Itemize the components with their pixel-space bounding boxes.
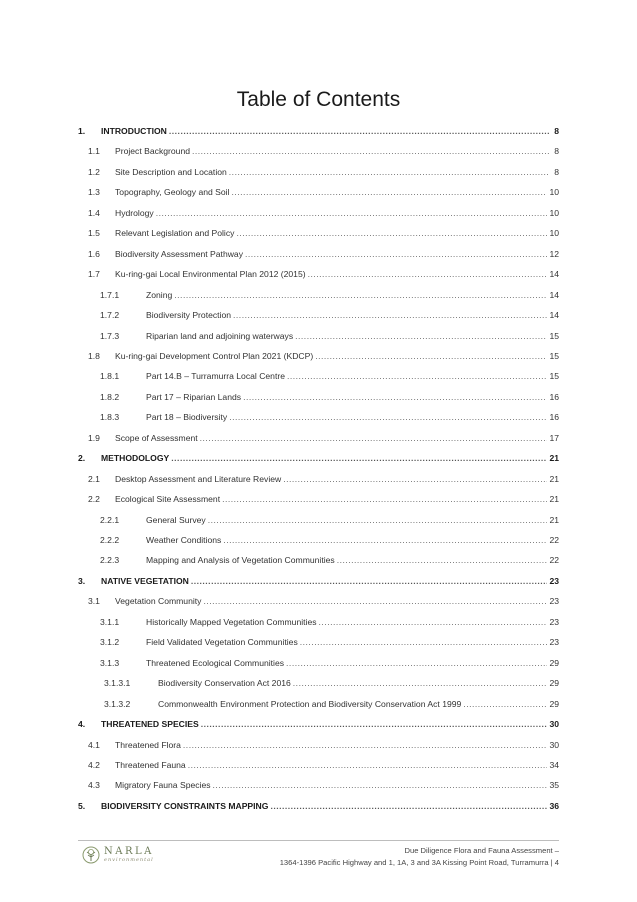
toc-entry[interactable] [78, 699, 559, 713]
footer-text [280, 845, 559, 869]
toc-entry-label: Ecological Site Assessment [115, 494, 221, 505]
toc-entry-number: 1.8.2 [100, 391, 120, 402]
toc-entry-number: 2.2.2 [100, 535, 120, 545]
toc-entry-label: Field Validated Vegetation Communities [146, 637, 298, 648]
toc-entry-number: 1.7.3 [100, 330, 120, 341]
toc-entry[interactable] [78, 780, 559, 794]
toc-entry-label: Relevant Legislation and Policy [115, 228, 235, 239]
toc-entry-label: Mapping and Analysis of Vegetation Communities [146, 555, 335, 566]
toc-entry-number: 4.1 [88, 739, 100, 750]
toc-entry-page: 23 [549, 596, 559, 607]
toc-entry-label: Topography, Geology and Soil [115, 187, 230, 198]
toc-entry-number: 1.3 [88, 187, 100, 198]
toc-entry-page: 10 [549, 228, 559, 239]
toc-entry-label: Hydrology [115, 207, 154, 218]
toc-entry-page: 29 [549, 678, 559, 689]
toc-entry-page: 23 [549, 637, 559, 648]
toc-entry-label: General Survey [146, 514, 206, 525]
toc-entry-label: Site Description and Location [115, 166, 227, 177]
toc-entry[interactable] [78, 208, 559, 222]
toc-dot-leader [156, 208, 548, 218]
toc-dot-leader [192, 146, 549, 156]
toc-entry-number: 4. [78, 719, 86, 730]
toc-entry-page: 14 [549, 310, 559, 321]
footer-line-1: Due Diligence Flora and Fauna Assessment – [404, 846, 559, 855]
footer-line-2: 1364-1396 Pacific Highway and 1, 1A, 3 and 3A Kissing Point Road, Turramurra | 4 [279, 858, 559, 867]
toc-entry-page: 29 [549, 698, 559, 709]
toc-entry-label: Project Background [115, 146, 190, 157]
toc-entry-number: 1.7 [88, 269, 100, 280]
toc-entry[interactable] [78, 719, 559, 733]
footer-divider [78, 840, 559, 841]
toc-entry-label: Zoning [146, 289, 173, 300]
toc-dot-leader [243, 392, 547, 402]
toc-entry-number: 2. [78, 453, 86, 464]
logo-name: NARLA [104, 846, 154, 857]
toc-dot-leader [337, 555, 548, 565]
toc-dot-leader [174, 290, 547, 300]
toc-entry-page: 15 [549, 330, 559, 341]
toc-dot-leader [245, 249, 547, 259]
toc-entry-page: 30 [549, 739, 559, 750]
toc-entry-number: 1.9 [88, 432, 100, 443]
toc-entry-label: Part 17 – Riparian Lands [146, 391, 242, 402]
toc-entry-number: 5. [78, 800, 86, 811]
toc-entry[interactable] [78, 453, 559, 467]
toc-entry[interactable] [78, 596, 559, 610]
toc-entry[interactable] [78, 474, 559, 488]
toc-entry[interactable] [78, 617, 559, 631]
toc-entry-number: 4.2 [88, 759, 100, 770]
toc-entry-number: 3.1.3.2 [104, 698, 131, 709]
toc-entry[interactable] [78, 290, 559, 304]
toc-entry-page: 16 [549, 412, 559, 423]
toc-entry-label: Ku-ring-gai Local Environmental Plan 2012 (2015) [115, 269, 306, 280]
toc-entry-page: 12 [549, 248, 559, 259]
toc-entry-page: 8 [554, 126, 559, 136]
toc-entry-number: 3.1.1 [100, 616, 120, 627]
toc-entry[interactable] [78, 146, 559, 160]
narla-logo [82, 846, 154, 864]
toc-entry[interactable] [78, 126, 559, 140]
toc-dot-leader [300, 637, 548, 647]
toc-entry-page: 23 [549, 616, 559, 627]
toc-entry-page: 14 [549, 269, 559, 280]
toc-entry-label: Threatened Flora [115, 739, 181, 750]
toc-entry-number: 1.8.1 [100, 371, 120, 382]
toc-entry-page: 36 [549, 800, 559, 811]
toc-entry-label: Threatened Fauna [115, 759, 186, 770]
toc-entry-number: 1.6 [88, 248, 100, 259]
toc-entry[interactable] [78, 760, 559, 774]
toc-entry-label: Desktop Assessment and Literature Review [115, 473, 282, 484]
toc-entry[interactable] [78, 433, 559, 447]
toc-dot-leader [188, 760, 548, 770]
toc-entry-number: 3.1.2 [100, 637, 120, 648]
toc-entry[interactable] [78, 555, 559, 569]
toc-entry-page: 23 [549, 575, 559, 586]
toc-entry-page: 15 [549, 350, 559, 361]
toc-entry-number: 1.7.2 [100, 310, 120, 321]
toc-entry[interactable] [78, 331, 559, 345]
toc-dot-leader [232, 187, 548, 197]
toc-dot-leader [236, 228, 547, 238]
toc-entry[interactable] [78, 392, 559, 406]
toc-entry[interactable] [78, 637, 559, 651]
toc-dot-leader [183, 740, 548, 750]
toc-entry-label: Migratory Fauna Species [115, 780, 211, 791]
toc-entry-page: 14 [549, 289, 559, 300]
toc-dot-leader [171, 453, 547, 463]
toc-entry-page: 22 [549, 555, 559, 566]
toc-entry[interactable] [78, 351, 559, 365]
toc-entry-page: 21 [549, 453, 559, 464]
toc-entry-label: Biodiversity Assessment Pathway [115, 248, 244, 259]
toc-entry-page: 8 [554, 146, 559, 157]
toc-entry-label: Riparian land and adjoining waterways [146, 330, 294, 341]
toc-entry-page: 21 [549, 494, 559, 505]
toc-entry[interactable] [78, 228, 559, 242]
toc-entry-label: Commonwealth Environment Protection and Biodiversity Conservation Act 1999 [158, 698, 462, 709]
toc-entry-number: 1.1 [88, 146, 100, 157]
toc-entry[interactable] [78, 412, 559, 426]
toc-dot-leader [191, 576, 548, 586]
toc-entry[interactable] [78, 167, 559, 181]
toc-entry-page: 30 [549, 719, 559, 730]
toc-entry-number: 1.2 [88, 166, 100, 177]
toc-entry-page: 21 [549, 514, 559, 525]
toc-entry-page: 10 [549, 207, 559, 218]
toc-entry-number: 2.2 [88, 494, 100, 505]
logo-subtitle: environmental [104, 857, 154, 863]
toc-entry-number: 1.8.3 [100, 412, 120, 423]
toc-dot-leader [229, 412, 547, 422]
toc-entry-label: Weather Conditions [146, 535, 222, 545]
toc-entry-number: 2.2.3 [100, 555, 120, 566]
toc-entry-page: 10 [549, 187, 559, 198]
toc-entry[interactable] [78, 740, 559, 754]
toc-dot-leader [203, 596, 547, 606]
toc-dot-leader [222, 494, 547, 504]
toc-entry-label: Biodiversity Conservation Act 2016 [158, 678, 291, 689]
toc-entry-page: 29 [549, 657, 559, 668]
toc-dot-leader [287, 371, 547, 381]
page-title: Table of Contents [236, 88, 401, 111]
toc-entry-number: 3. [78, 575, 86, 586]
toc-dot-leader [319, 617, 548, 627]
toc-entry-label: Biodiversity Protection [146, 310, 232, 321]
toc-entry-number: 1.4 [88, 207, 100, 218]
toc-dot-leader [283, 474, 547, 484]
toc-entry[interactable] [78, 371, 559, 385]
toc-dot-leader [308, 269, 548, 279]
toc-entry-label: Scope of Assessment [115, 432, 198, 443]
toc-entry[interactable] [78, 535, 559, 549]
toc-dot-leader [270, 801, 547, 811]
toc-dot-leader [293, 678, 548, 688]
toc-dot-leader [229, 167, 549, 177]
toc-entry-number: 3.1.3 [100, 657, 120, 668]
toc-dot-leader [208, 515, 548, 525]
toc-entry-number: 3.1 [88, 596, 100, 607]
toc-entry-number: 3.1.3.1 [104, 678, 131, 689]
toc-dot-leader [463, 699, 547, 709]
toc-entry[interactable] [78, 310, 559, 324]
toc-entry[interactable] [78, 187, 559, 201]
toc-entry[interactable] [78, 249, 559, 263]
toc-entry[interactable] [78, 269, 559, 283]
toc-entry-number: 1.7.1 [100, 289, 120, 300]
toc-entry-number: 4.3 [88, 780, 100, 791]
toc-dot-leader [169, 126, 549, 136]
toc-entry[interactable] [78, 494, 559, 508]
toc-entry-label: NATIVE VEGETATION [101, 575, 189, 586]
toc-entry-page: 35 [549, 780, 559, 791]
toc-entry-page: 17 [549, 432, 559, 443]
toc-entry-number: 1. [78, 126, 86, 136]
toc-dot-leader [213, 780, 548, 790]
toc-dot-leader [295, 331, 547, 341]
toc-entry-label: METHODOLOGY [101, 453, 170, 464]
toc-entry-page: 22 [549, 535, 559, 545]
toc-entry[interactable] [78, 801, 559, 815]
toc-entry-label: Vegetation Community [115, 596, 202, 607]
toc-entry-page: 8 [554, 166, 559, 177]
toc-entry-number: 2.1 [88, 473, 100, 484]
toc-entry[interactable] [78, 515, 559, 529]
toc-dot-leader [233, 310, 547, 320]
tree-logo-icon [82, 846, 100, 864]
toc-dot-leader [315, 351, 547, 361]
toc-entry-page: 34 [549, 759, 559, 770]
toc-dot-leader [200, 433, 548, 443]
toc-entry-label: Part 14.B – Turramurra Local Centre [146, 371, 285, 382]
toc-entry-label: Ku-ring-gai Development Control Plan 2021 (KDCP) [115, 350, 314, 361]
toc-entry-label: Historically Mapped Vegetation Communities [146, 616, 317, 627]
toc-entry-label: INTRODUCTION [101, 126, 167, 136]
toc-entry-page: 16 [549, 391, 559, 402]
toc-entry-page: 21 [549, 473, 559, 484]
toc-entry-number: 1.8 [88, 350, 100, 361]
toc-entry-label: Threatened Ecological Communities [146, 657, 285, 668]
toc-entry[interactable] [78, 678, 559, 692]
toc-dot-leader [201, 719, 548, 729]
toc-entry-page: 15 [549, 371, 559, 382]
toc-entry-number: 2.2.1 [100, 514, 120, 525]
toc-entry-label: THREATENED SPECIES [101, 719, 199, 730]
toc-entry-label: Part 18 – Biodiversity [146, 412, 228, 423]
toc-entry-label: BIODIVERSITY CONSTRAINTS MAPPING [101, 800, 269, 811]
toc-entry-number: 1.5 [88, 228, 100, 239]
toc-dot-leader [223, 535, 547, 545]
toc-entry[interactable] [78, 576, 559, 590]
toc-entry[interactable] [78, 658, 559, 672]
toc-dot-leader [286, 658, 547, 668]
